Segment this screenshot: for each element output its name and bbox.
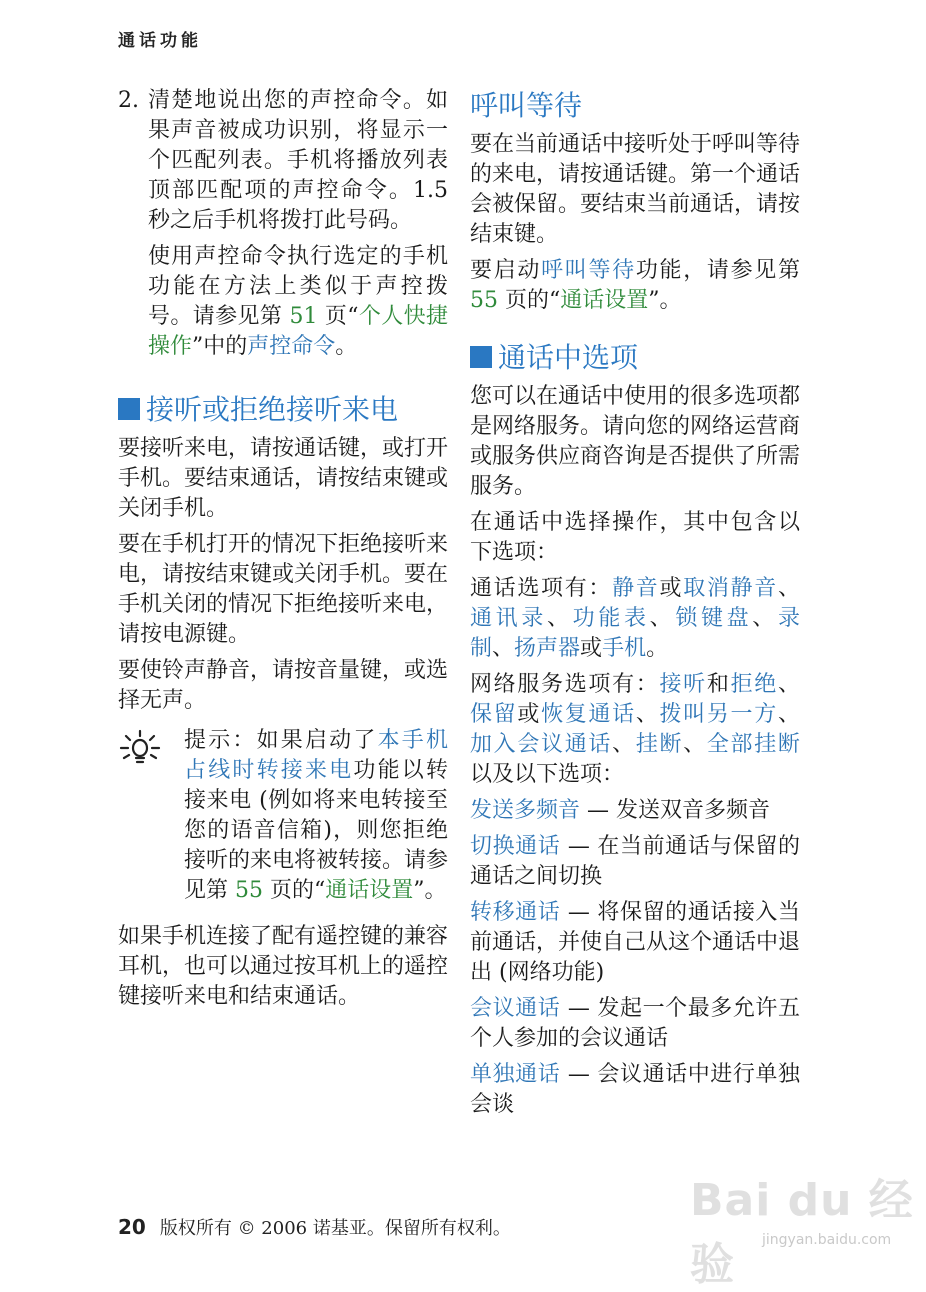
watermark-logo: Bai du 经验 xyxy=(690,1175,914,1290)
menu-option-silent: 无声 xyxy=(140,688,185,713)
paragraph-network-options: 网络服务选项有：接听和拒绝、保留或恢复通话、拨叫另一方、加入会议通话、挂断、全部挂断以及以下选项： xyxy=(470,672,800,787)
paragraph-mute: 要使铃声静音，请按音量键，或选择无声。 xyxy=(118,658,449,713)
option-send-dtmf[interactable]: 发送多频音 xyxy=(470,798,581,823)
option-end-call[interactable]: 挂断 xyxy=(635,732,684,757)
option-end-all-calls[interactable]: 全部挂断 xyxy=(706,732,800,757)
paragraph-call-waiting-activate: 要启动呼叫等待功能，请参见第 55 页的“通话设置”。 xyxy=(470,258,800,313)
page-ref[interactable]: 55 xyxy=(470,288,498,313)
option-new-call[interactable]: 拨叫另一方 xyxy=(659,702,778,727)
bullet-square-icon xyxy=(470,346,492,368)
watermark-url: jingyan.baidu.com xyxy=(762,1232,892,1248)
list-text: 清楚地说出您的声控命令。如果声音被成功识别，将显示一个匹配列表。手机将播放列表顶部匹配项的声控命令。1.5 秒之后手机将拨打此号码。 xyxy=(148,88,448,233)
heading-call-waiting: 呼叫等待 xyxy=(470,89,583,122)
heading-in-call-options: 通话中选项 xyxy=(470,338,800,378)
link-call-waiting[interactable]: 呼叫等待 xyxy=(541,258,636,283)
menu-option-options: 操作 xyxy=(612,510,660,535)
right-column xyxy=(470,86,800,1126)
tip-box xyxy=(118,726,448,912)
bullet-square-icon xyxy=(118,398,140,420)
definition-item: 转移通话 — 将保留的通话接入当前通话，并使自己从这个通话中退出 (网络功能) xyxy=(470,900,801,985)
paragraph-options-intro: 在通话中选择操作，其中包含以下选项： xyxy=(470,510,800,565)
definition-item: 会议通话 — 发起一个最多允许五个人参加的会议通话 xyxy=(470,996,800,1051)
list-number: 2. xyxy=(118,88,139,113)
voice-command-paragraph: 使用声控命令执行选定的手机功能在方法上类似于声控拨号。请参见第 51 页“个人快捷操作”中的声控命令。 xyxy=(148,244,448,359)
option-unmute[interactable]: 取消静音 xyxy=(683,576,778,601)
paragraph-headset: 如果手机连接了配有遥控键的兼容耳机，也可以通过按耳机上的遥控键接听来电和结束通话。 xyxy=(118,924,449,1009)
option-unhold[interactable]: 恢复通话 xyxy=(541,702,636,727)
page-number: 20 xyxy=(118,1215,146,1239)
option-loudspeaker[interactable]: 扬声器 xyxy=(514,636,581,661)
option-swap[interactable]: 切换通话 xyxy=(470,834,561,859)
option-menu[interactable]: 功能表 xyxy=(572,606,650,631)
option-answer[interactable]: 接听 xyxy=(659,672,707,697)
option-handset[interactable]: 手机 xyxy=(602,636,647,661)
tip-text: 提示：如果启动了本手机占线时转接来电功能以转接来电 (例如将来电转接至您的语音信箱)，则您拒绝接听的来电将被转接。请参见第 55 页的“通话设置”。 xyxy=(184,728,449,903)
link-call-settings[interactable]: 通话设置 xyxy=(560,288,649,313)
heading-answer-reject: 接听或拒绝接听来电 xyxy=(118,390,448,430)
link-shortcuts[interactable]: 个人快捷操作 xyxy=(148,304,448,359)
page-ref[interactable]: 55 xyxy=(235,878,263,903)
definition-item: 单独通话 — 会议通话中进行单独会谈 xyxy=(470,1062,800,1117)
option-lock-keypad[interactable]: 锁键盘 xyxy=(675,606,753,631)
link-divert-busy[interactable]: 本手机占线时转接来电 xyxy=(184,728,448,783)
definition-item: 切换通话 — 在当前通话与保留的通话之间切换 xyxy=(470,834,800,889)
page-ref[interactable]: 51 xyxy=(289,304,318,329)
option-transfer[interactable]: 转移通话 xyxy=(470,900,561,925)
page-footer xyxy=(118,1214,511,1240)
paragraph-answer: 要接听来电，请按通话键，或打开手机。要结束通话，请按结束键或关闭手机。 xyxy=(118,436,449,521)
paragraph-network-services: 您可以在通话中使用的很多选项都是网络服务。请向您的网络运营商或服务供应商咨询是否提供了所需服务。 xyxy=(470,384,801,499)
option-record[interactable]: 录制 xyxy=(470,606,800,661)
left-column xyxy=(118,86,448,1018)
option-contacts[interactable]: 通讯录 xyxy=(470,606,547,631)
lightbulb-icon xyxy=(118,726,184,912)
running-header: 通话功能 xyxy=(118,31,202,51)
copyright-notice: 版权所有 © 2006 诺基亚。保留所有权利。 xyxy=(159,1218,511,1239)
paragraph-reject: 要在手机打开的情况下拒绝接听来电，请按结束键或关闭手机。要在手机关闭的情况下拒绝接听来电，请按电源键。 xyxy=(118,532,449,647)
option-mute[interactable]: 静音 xyxy=(612,576,660,601)
link-voice-commands[interactable]: 声控命令 xyxy=(247,334,336,359)
option-reject[interactable]: 拒绝 xyxy=(730,672,778,697)
option-private[interactable]: 单独通话 xyxy=(470,1062,561,1087)
definition-item: 发送多频音 — 发送双音多频音 xyxy=(470,798,771,823)
option-conference[interactable]: 会议通话 xyxy=(470,996,561,1021)
option-hold[interactable]: 保留 xyxy=(470,702,518,727)
list-item-2 xyxy=(118,86,448,242)
option-add-to-conference[interactable]: 加入会议通话 xyxy=(470,732,613,757)
paragraph-call-waiting: 要在当前通话中接听处于呼叫等待的来电，请按通话键。第一个通话会被保留。要结束当前通话，请按结束键。 xyxy=(470,132,801,247)
paragraph-call-options: 通话选项有：静音或取消静音、通讯录、功能表、锁键盘、录制、扬声器或手机。 xyxy=(470,576,800,661)
link-call-settings[interactable]: 通话设置 xyxy=(325,878,414,903)
